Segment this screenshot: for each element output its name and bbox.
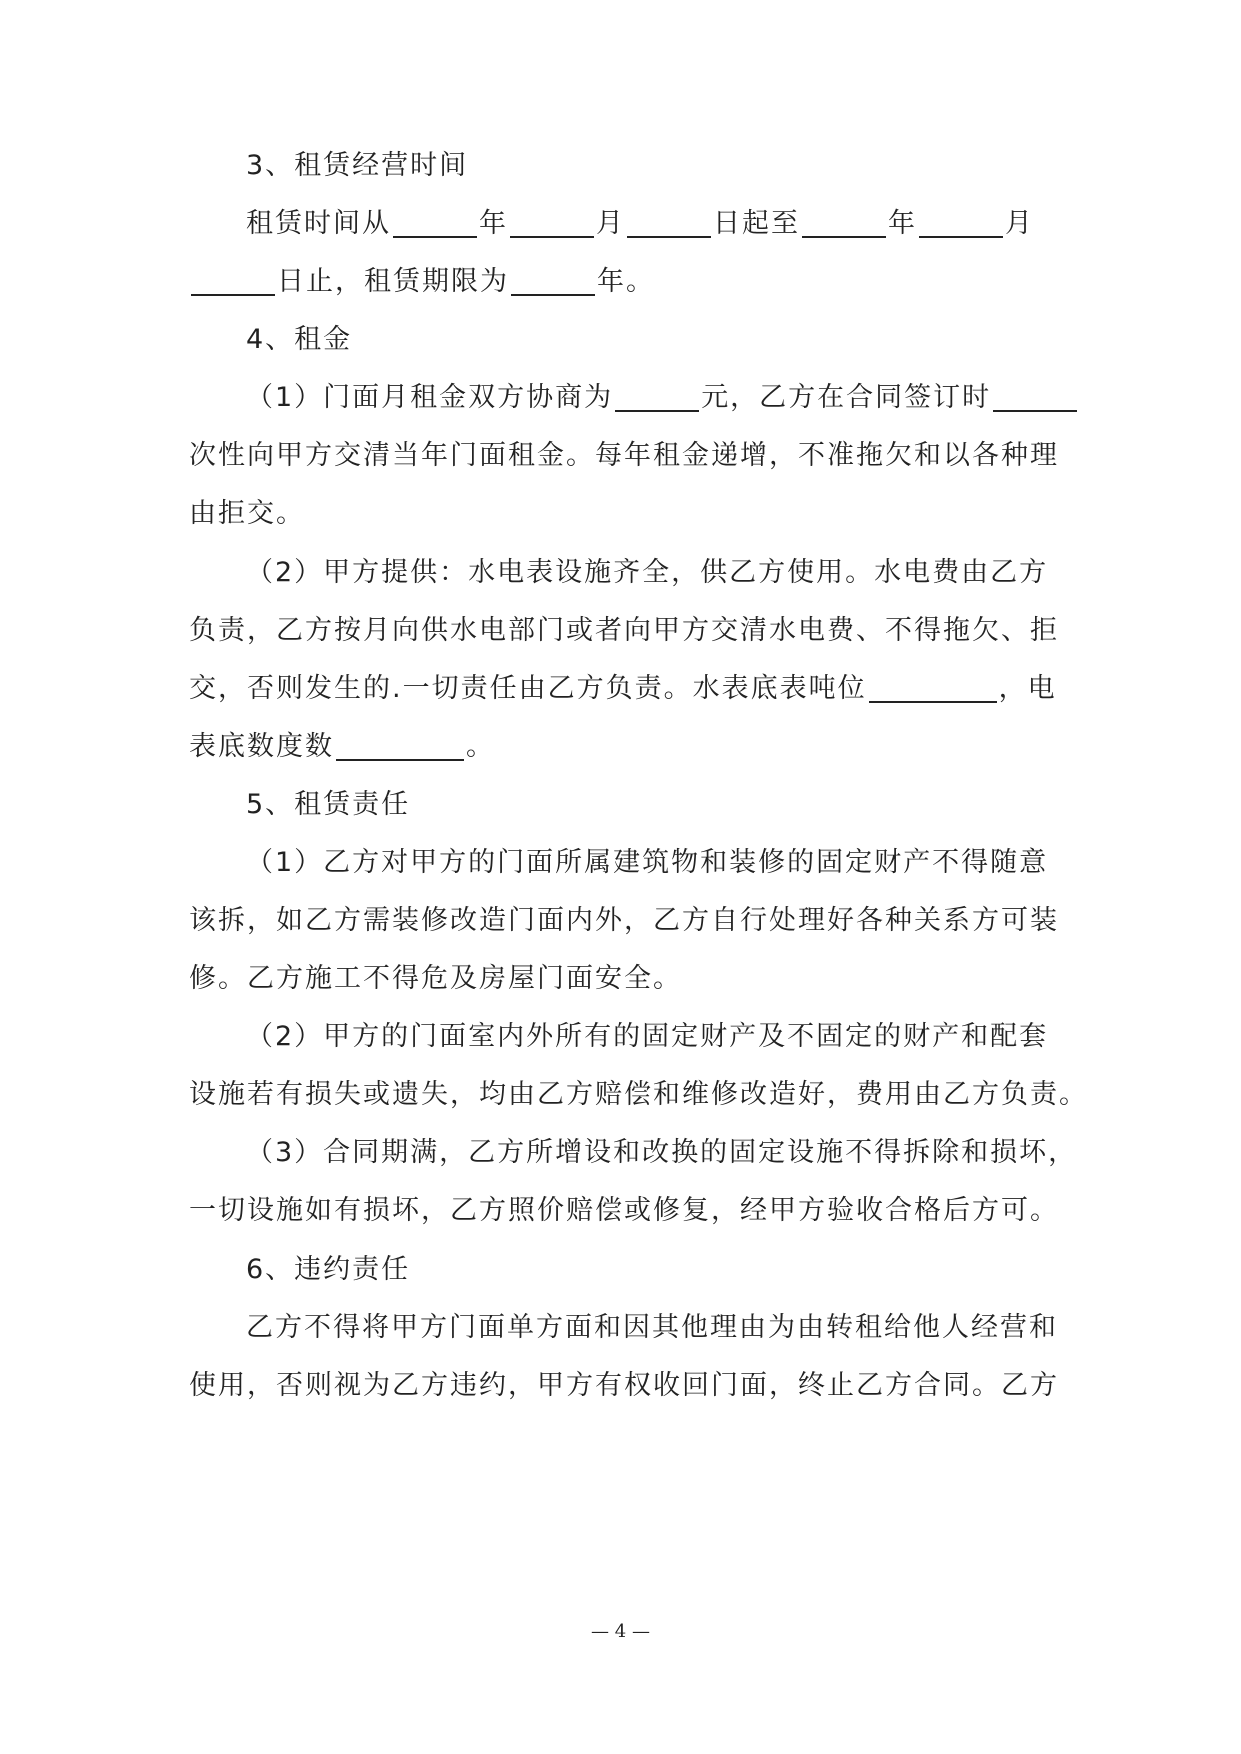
- text-run: 。: [466, 731, 495, 762]
- text-run: （1）门面月租金双方协商为: [246, 382, 614, 413]
- text-run: 修。乙方施工不得危及房屋门面安全。: [189, 963, 682, 994]
- heading-text: 5、租赁责任: [246, 789, 411, 820]
- paragraph-line: [246, 1133, 1078, 1173]
- paragraph-line: [189, 494, 1069, 534]
- text-run: 元，乙方在合同签订时: [701, 382, 992, 413]
- text-run: 月: [596, 208, 625, 239]
- text-run: （1）乙方对甲方的门面所属建筑物和装修的固定财产不得随意: [246, 847, 1049, 878]
- blank-field: [615, 380, 699, 412]
- text-run: 年。: [597, 266, 655, 297]
- text-run: （2）甲方提供：水电表设施齐全，供乙方使用。水电费由乙方: [246, 557, 1049, 588]
- paragraph-line: [189, 611, 1069, 651]
- text-run: 日止，租赁期限为: [277, 266, 509, 297]
- text-run: 由拒交。: [189, 498, 305, 529]
- text-run: 交，否则发生的.一切责任由乙方负责。水表底表吨位: [189, 673, 867, 704]
- heading-text: 6、违约责任: [246, 1254, 411, 1285]
- text-run: 该拆，如乙方需装修改造门面内外，乙方自行处理好各种关系方可装: [189, 905, 1059, 936]
- paragraph-line: [189, 436, 1069, 476]
- text-run: 负责，乙方按月向供水电部门或者向甲方交清水电费、不得拖欠、拒: [189, 615, 1059, 646]
- text-run: 年: [479, 208, 508, 239]
- text-run: 月: [1005, 208, 1034, 239]
- text-run: 表底数度数: [189, 731, 334, 762]
- paragraph-line: [189, 1366, 1069, 1406]
- blank-field: [869, 671, 997, 703]
- text-run: 乙方不得将甲方门面单方面和因其他理由为由转租给他人经营和: [246, 1312, 1058, 1343]
- blank-field: [511, 264, 595, 296]
- paragraph-line: [246, 378, 1069, 418]
- paragraph-line: [189, 959, 1069, 999]
- section-heading-lease-liability: [246, 785, 1069, 825]
- section-heading-rent: [246, 320, 1069, 360]
- paragraph-line: [246, 843, 1069, 883]
- blank-field: [191, 264, 275, 296]
- blank-field: [993, 380, 1077, 412]
- text-run: 一切设施如有损坏，乙方照价赔偿或修复，经甲方验收合格后方可。: [189, 1195, 1059, 1226]
- blank-field: [393, 206, 477, 238]
- paragraph-line: [246, 204, 1069, 244]
- paragraph-line: [189, 669, 1069, 709]
- blank-field: [510, 206, 594, 238]
- text-run: 年: [888, 208, 917, 239]
- blank-field: [802, 206, 886, 238]
- paragraph-line: [246, 1308, 1069, 1348]
- paragraph-line: [246, 553, 1069, 593]
- text-run: （2）甲方的门面室内外所有的固定财产及不固定的财产和配套: [246, 1021, 1049, 1052]
- blank-field: [919, 206, 1003, 238]
- paragraph-line: [189, 1191, 1069, 1231]
- heading-text: 3、租赁经营时间: [246, 150, 469, 181]
- paragraph-line: [189, 1075, 1088, 1115]
- text-run: ，电: [998, 673, 1057, 704]
- section-heading-breach-liability: [246, 1250, 1069, 1290]
- section-heading-lease-term: [246, 146, 1069, 186]
- paragraph-line: [189, 262, 1069, 302]
- paragraph-line: [189, 727, 1069, 767]
- paragraph-line: [246, 1017, 1069, 1057]
- blank-field: [336, 729, 464, 761]
- blank-field: [627, 206, 711, 238]
- text-run: 次性向甲方交清当年门面租金。每年租金递增，不准拖欠和以各种理: [189, 440, 1059, 471]
- text-run: 使用，否则视为乙方违约，甲方有权收回门面，终止乙方合同。乙方: [189, 1370, 1059, 1401]
- page-number: — 4 —: [591, 1621, 650, 1642]
- heading-text: 4、租金: [246, 324, 353, 355]
- text-run: 日起至: [713, 208, 800, 239]
- text-run: 租赁时间从: [246, 208, 391, 239]
- text-run: 设施若有损失或遗失，均由乙方赔偿和维修改造好，费用由乙方负责。: [189, 1079, 1088, 1110]
- text-run: （3）合同期满，乙方所增设和改换的固定设施不得拆除和损坏，: [246, 1137, 1078, 1168]
- paragraph-line: [189, 901, 1069, 941]
